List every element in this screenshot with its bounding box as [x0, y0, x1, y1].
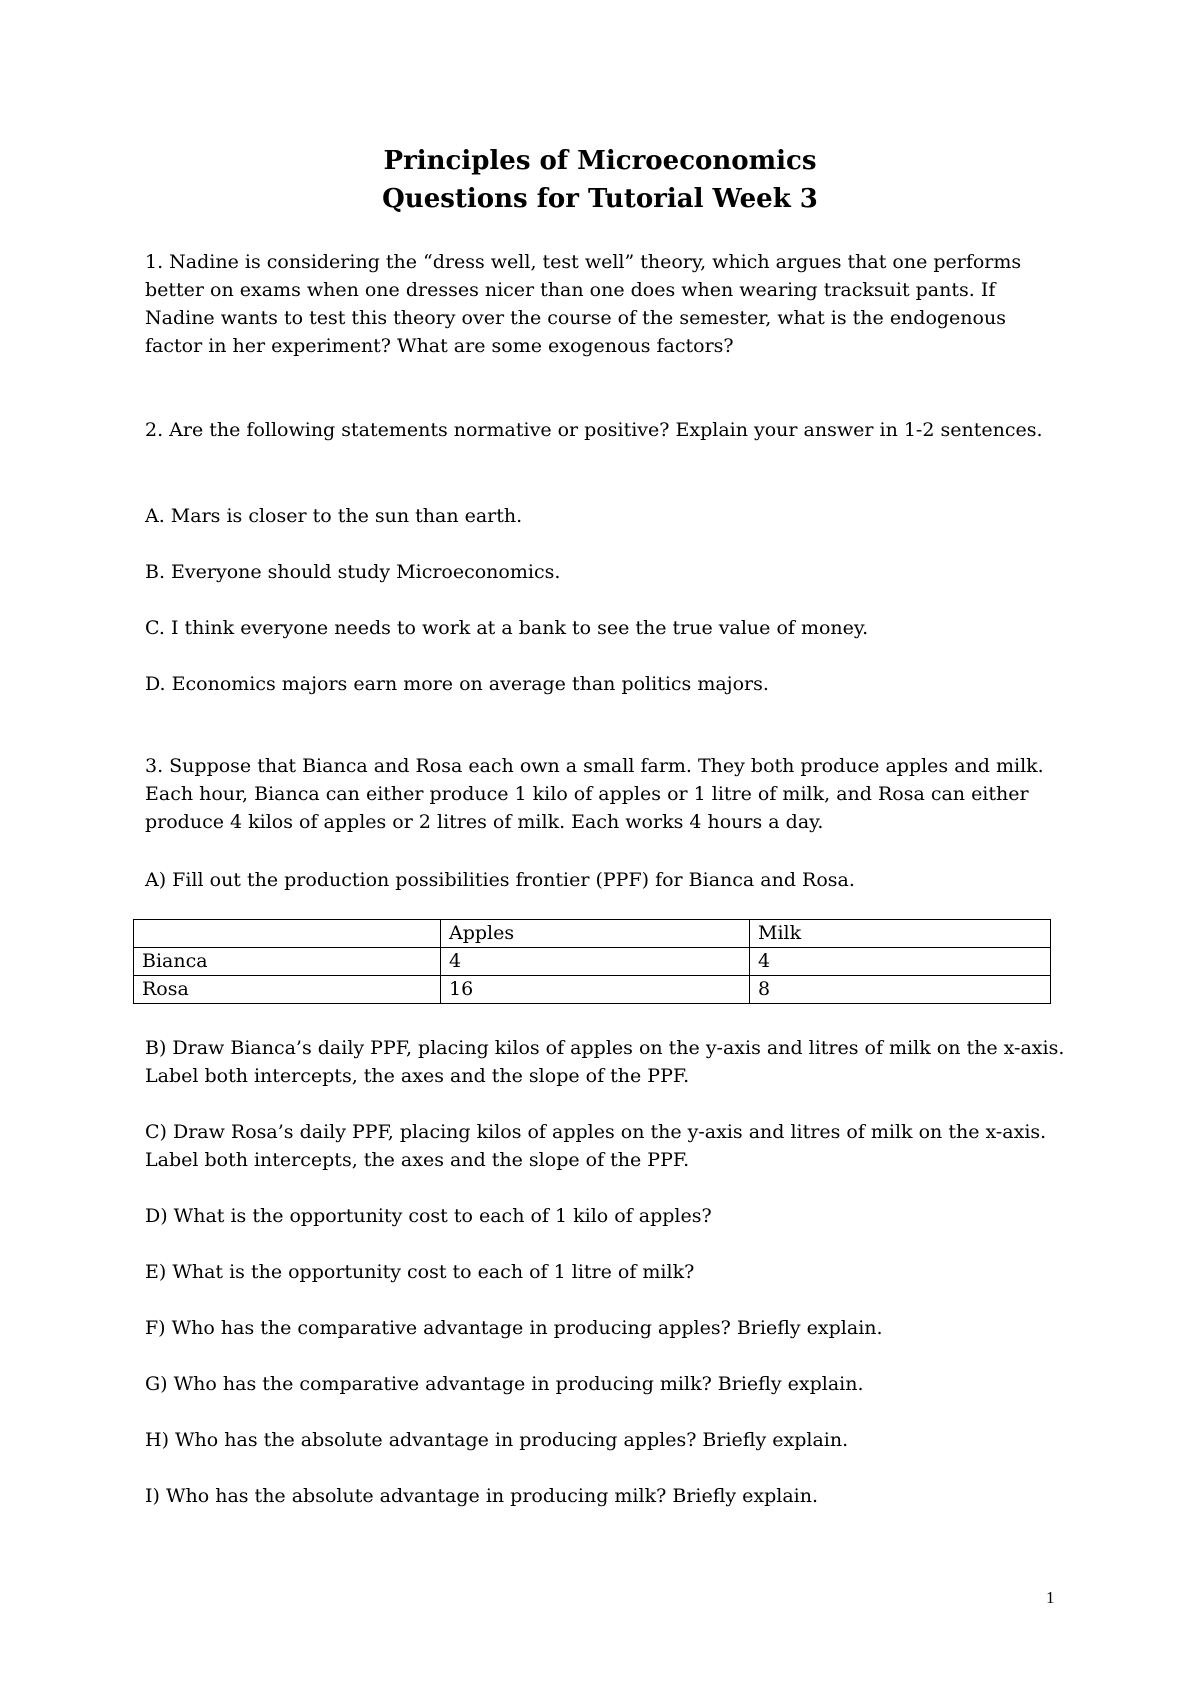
ppf-table-header-row [134, 920, 1051, 948]
question-3-g: G) Who has the comparative advantage in producing milk? Briefly explain. [145, 1373, 864, 1395]
question-3-f: F) Who has the comparative advantage in producing apples? Briefly explain. [145, 1317, 883, 1339]
question-1: 1. Nadine is considering the “dress well, test well” theory, which argues that one performs better on exams when one dresses nicer than one does when wearing tracksuit pants. If Nadine wants to test this theory over the course of the semester, what is the endogenous factor in her experiment? What are some exogenous factors? [145, 251, 1022, 357]
ppf-row-label: Rosa [134, 976, 441, 1004]
ppf-header-apples: Apples [441, 920, 750, 948]
ppf-cell-apples: 4 [441, 948, 750, 976]
ppf-table-row [134, 976, 1051, 1004]
question-2-c: C. I think everyone needs to work at a bank to see the true value of money. [145, 617, 869, 639]
ppf-row-label: Bianca [134, 948, 441, 976]
ppf-header-blank [134, 920, 441, 948]
question-3-a: A) Fill out the production possibilities frontier (PPF) for Bianca and Rosa. [145, 869, 855, 891]
document-title [0, 142, 1200, 218]
ppf-cell-apples: 16 [441, 976, 750, 1004]
question-2-b: B. Everyone should study Microeconomics. [145, 561, 561, 583]
title-line-course: Principles of Microeconomics [383, 146, 817, 176]
question-3-c: C) Draw Rosa’s daily PPF, placing kilos of apples on the y-axis and litres of milk on the x-axis. Label both intercepts, the axes and the slope of the PPF. [145, 1121, 1047, 1171]
ppf-cell-milk: 8 [750, 976, 1051, 1004]
question-3-h: H) Who has the absolute advantage in producing apples? Briefly explain. [145, 1429, 849, 1451]
question-3-d: D) What is the opportunity cost to each of 1 kilo of apples? [145, 1205, 712, 1227]
ppf-cell-milk: 4 [750, 948, 1051, 976]
question-2-d: D. Economics majors earn more on average than politics majors. [145, 673, 769, 695]
question-3-intro: 3. Suppose that Bianca and Rosa each own a small farm. They both produce apples and milk. Each hour, Bianca can either produce 1 kilo of apples or 1 litre of milk, and Rosa can either produce 4 kilos of apples or 2 litres of milk. Each works 4 hours a day. [145, 755, 1044, 833]
question-2-a: A. Mars is closer to the sun than earth. [145, 505, 523, 527]
ppf-table-row [134, 948, 1051, 976]
question-2-intro: 2. Are the following statements normative or positive? Explain your answer in 1-2 sentences. [145, 419, 1043, 441]
question-3-b: B) Draw Bianca’s daily PPF, placing kilos of apples on the y-axis and litres of milk on the x-axis. Label both intercepts, the axes and the slope of the PPF. [145, 1037, 1065, 1087]
page-number: 1 [1046, 1588, 1055, 1607]
ppf-table [133, 919, 1051, 1004]
title-line-tutorial: Questions for Tutorial Week 3 [382, 184, 818, 214]
ppf-header-milk: Milk [750, 920, 1051, 948]
question-3-i: I) Who has the absolute advantage in producing milk? Briefly explain. [145, 1485, 819, 1507]
question-3-e: E) What is the opportunity cost to each of 1 litre of milk? [145, 1261, 695, 1283]
